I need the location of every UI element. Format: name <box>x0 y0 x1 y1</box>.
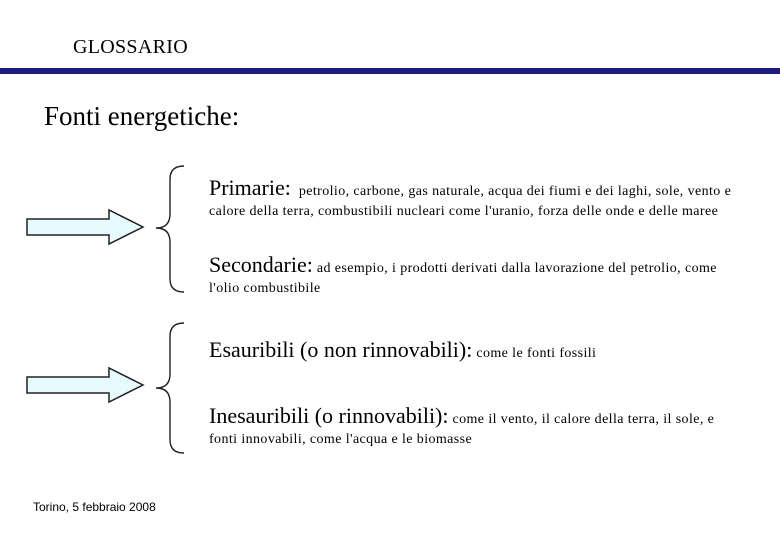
glossary-entry-secondarie <box>209 252 734 298</box>
glossary-entry-primarie <box>209 175 734 221</box>
entry-description: ad esempio, i prodotti derivati dalla lavorazione del petrolio, come l'olio combustibile <box>209 261 717 296</box>
glossary-entry-esauribili <box>209 337 734 363</box>
right-arrow-icon <box>26 366 146 404</box>
right-arrow-icon <box>26 208 146 246</box>
slide-title: GLOSSARIO <box>73 36 188 58</box>
title-divider <box>0 68 780 74</box>
entry-term: Primarie: <box>209 175 291 200</box>
entry-term: Esauribili (o non rinnovabili): <box>209 337 473 362</box>
left-brace-icon <box>148 164 188 294</box>
entry-description: petrolio, carbone, gas naturale, acqua dei fiumi e dei laghi, sole, vento e calore della terra, combustibili nucleari come l'uranio, forza delle onde e delle maree <box>209 184 732 219</box>
entry-term: Secondarie: <box>209 252 313 277</box>
glossary-entry-inesauribili <box>209 403 734 449</box>
entry-term: Inesauribili (o rinnovabili): <box>209 403 449 428</box>
entry-description: come le fonti fossili <box>476 346 597 361</box>
left-brace-icon <box>148 321 188 455</box>
entry-description: come il vento, il calore della terra, il sole, e fonti innovabili, come l'acqua e le biomasse <box>209 412 715 447</box>
section-heading: Fonti energetiche: <box>44 101 240 131</box>
footer-date: Torino, 5 febbraio 2008 <box>33 500 156 514</box>
